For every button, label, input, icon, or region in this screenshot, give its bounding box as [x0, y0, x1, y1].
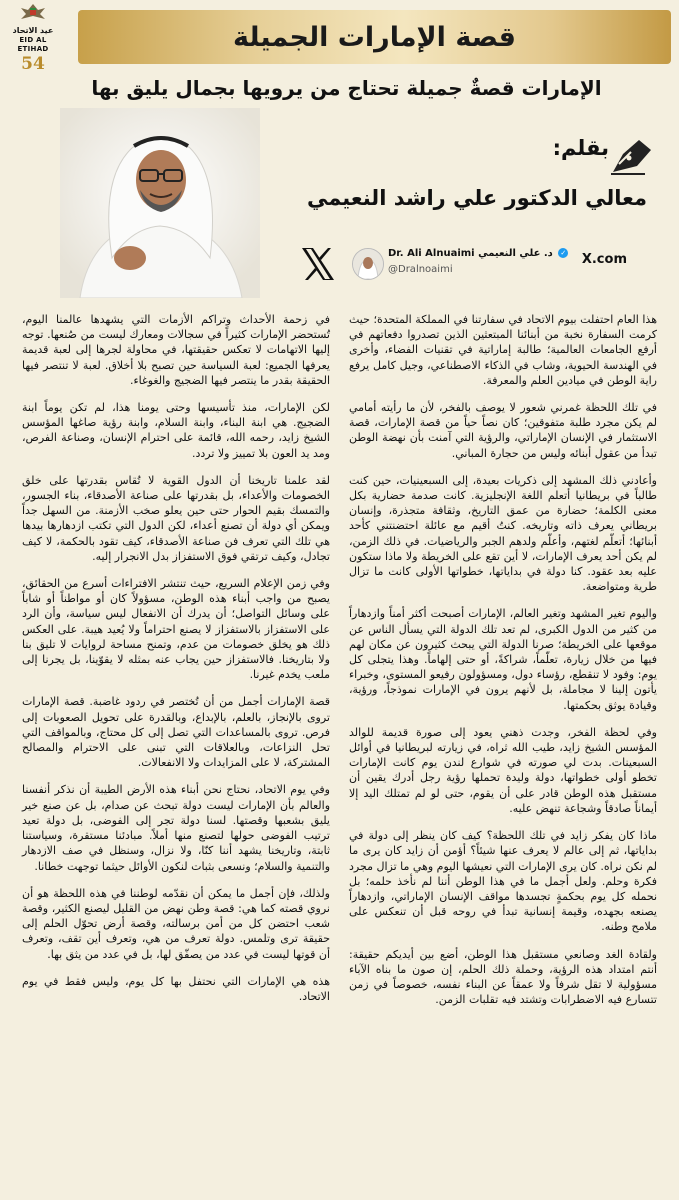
paragraph: ولذلك، فإن أجمل ما يمكن أن نقدّمه لوطننا في هذه اللحظة هو أن نروي قصته كما هي: قصة وطن نهض من القليل ليصنع الكثير، وقصة شعب احتضن كل من أمن برسالته، وقصة أرض تحوّل الحلم إلى حقيقة ترى وتلمس. دولة تعرف من هي، وتعرف أين تقف، وتعرف أن قوتها ليست في عدد من يصفّق لها، بل في عدد من يثق بها.	[22, 886, 330, 961]
paragraph: وفي لحظة الفخر، وجدت ذهني يعود إلى صورة قديمة للوالد المؤسس الشيخ زايد، طيب الله ثراه، في زيارته لبريطانيا في أوائل السبعينات. بدت لي صورته في شوارع لندن يوم كانت الإمارات تخطو أولى خطواتها، دولة وليدة تحملها رؤية رجل أدرك يقين أن مستقبل هذه الوطن قادر على أن يقوم، حتى لو لم تمتلك اليد إلا أيماناً صادقاً وشجاعة تنهض عليه.	[349, 725, 657, 815]
paragraph: هذه هي الإمارات التي نحتفل بها كل يوم، وليس فقط في يوم الاتحاد.	[22, 974, 330, 1003]
social-row	[0, 244, 679, 284]
paragraph: في تلك اللحظة غمرني شعور لا يوصف بالفخر، لأن ما رأيته أمامي لم يكن مجرد طلبة متفوقين؛ كان نصاً حياً من قصة الإمارات، قصة الاستثمار في الإنسان الإماراتي، والرؤية التي آمنت بأن نهضة الوطن تبدأ من عقول أبنائه وليس من حجارة المباني.	[349, 401, 657, 460]
uae-emblem-icon	[18, 2, 48, 22]
byline-label: بقلم:	[552, 136, 609, 160]
article-column-right	[349, 312, 657, 1019]
paragraph: في زحمة الأحداث وتراكم الأزمات التي يشهدها عالمنا اليوم، تُستحضر الإمارات كثيراً في سجالات ومعارك ليست من صُنعها. توجه إليها الاتهامات لا تعكس حقيقتها، في محاولة لجرها إلى لعبة قديمة يعرفها الجميع: لعبة السياسة حين تصبح بلا أخلاق. لعبة لا تنتصر فيها الحقيقة بقدر ما ينتصر فيها الضجيج والغوغاء.	[22, 313, 330, 387]
paragraph: لقد علمنا تاريخنا أن الدول القوية لا تُقاس بقدرتها على خلق الخصومات والأعداء، بل بقدرتها على صناعة الأصدقاء، بناء الجسور، والتمسك بقيم الحوار حتى حين يعلو صخب الأزمنة. من السهل جداً ويمكن أي دولة أن تصنع أعداء، لكن الدول التي تكتب ازدهارها بيدها هي تلك التي تعرف فن صناعة الأصدقاء، كيف تقود بالحكمة، لا كيف تجادل، وكيف ترتقي فوق الاستفزاز بدل الانجرار إليه.	[22, 473, 330, 563]
x-profile-card[interactable]	[352, 246, 567, 282]
avatar	[352, 248, 384, 280]
paragraph: ماذا كان يفكر زايد في تلك اللحظة؟ كيف كان ينظر إلى دولة في بداياتها، ثم إلى عالم لا يعرف عنها شيئاً؟ أؤمن أن زايد كان يرى ما لم نكن نراه. كان يرى الإمارات التي نعيشها اليوم وهي ما تزال مجرد فكرة وحلم. ولعل أجمل ما في هذا الوطن أننا لم نأخذ حلمه؛ بل نحمله كل يوم بحكمةٍ تجسدها مواقف الإنسان الإماراتي، وازدهاراً يصنعه بجهده، وقيمة إنسانية تبدأ في روحه قبل أن تنعكس على ملامح وطنه.	[349, 829, 657, 934]
author-name: معالي الدكتور علي راشد النعيمي	[306, 186, 647, 210]
logo-english-text: EID AL ETIHAD	[17, 36, 49, 53]
logo-number: 54	[21, 54, 45, 74]
article-headline: الإمارات قصةٌ جميلة تحتاج من يرويها بجمال يليق بها	[91, 76, 602, 100]
banner-title: قصة الإمارات الجميلة	[233, 21, 516, 53]
paragraph: ولقادة الغد وصانعي مستقبل هذا الوطن، أضع بين أيديكم حقيقة: أنتم امتداد هذه الرؤية، وحملة ذلك الحلم، إن صون ما بناه الآباء مسؤولية لا تقل شرفاً ولا عمقاً عن البناء نفسه، خصوصاً في زمن تتسارع فيه الاضطرابات وتشتد فيه تقلبات الزمن.	[349, 947, 657, 1007]
profile-name	[388, 248, 570, 259]
profile-handle: @Dralnoaimi	[388, 264, 453, 275]
paragraph: وفي يوم الاتحاد، نحتاج نحن أبناء هذه الأرض الطيبة أن نذكر أنفسنا والعالم بأن الإمارات ليست دولة تبحث عن صدام، بل عن صنع خير يليق بشعبها وقصتها. لسنا دولة تجر إلى الفوضى، بل دولة تعيد ترتيب الفوضى حولها لتصنع منها أملاً. مبادئنا مستقرة، وسياستنا ثابتة، وتاريخنا يشهد أننا كنّا، ولا نزال، وسنظل في صف الازدهار والتنمية والسلام؛ ونسعى بثبات لنكون الأوائل حيثما توجهت خطانا.	[22, 783, 330, 873]
paragraph: قصة الإمارات أجمل من أن تُختصر في ردود غاضبة. قصة الإمارات تروى بالإنجاز، بالعلم، بالإبداع، وبالقدرة على تحويل الصعوبات إلى فرص. تروى بالمساعدات التي تصل إلى كل محتاج، وبالمواقف التي تحل النزاعات، وبالعلاقات التي تبنى على الاحترام والمصالح المشتركة، لا على المزايدات ولا الانفعالات.	[22, 695, 330, 770]
paragraph: لكن الإمارات، منذ تأسيسها وحتى يومنا هذا، لم تكن يوماً ابنة الضجيج. هي ابنة البناء، وابنة السلام، وابنة رؤية صاغها المؤسس الشيخ زايد، رحمه الله، قائمة على احترام الإنسان، وصناعة الفرص، ومد يد العون بلا تمييز ولا تردد.	[22, 401, 330, 460]
x-logo-icon[interactable]	[298, 244, 338, 284]
paragraph: وفي زمن الإعلام السريع، حيث تنتشر الافتراءات أسرع من الحقائق، يصبح من واجب أبناء هذه الوطن، مسؤولاً كان أو مواطناً أو شاباً على وسائل التواصل؛ أن يدرك أن الانفعال ليس سياسة، وأن الرد على الاستفزاز بالاستفزاز لا يصنع احتراماً ولا يُعيد هيبة. على العكس ذلك هو يخلق خصومات من عدم، وتمنح مساحة لروايات لا تليق بنا ولا بتاريخنا. فالاستفزاز حين يجاب عنه بمثله لا يقوّينا، بل يجرنا إلى ملعب يخدم غيرنا.	[22, 577, 330, 682]
logo-arabic-text: عيد الاتحاد	[12, 26, 54, 35]
paragraph: هذا العام احتفلت بيوم الاتحاد في سفارتنا في المملكة المتحدة؛ حيث كرمت السفارة نخبة من أبنائنا المبتعثين الذين تصدروا دفعاتهم في أرفع الجامعات العالمية؛ طالبة إماراتية في تقنيات الفضاء، وأخرى في الهندسة الحيوية، وشاب في الذكاء الاصطناعي، وجيل كامل يرفع راية الوطن في ميادين العلم والمعرفة.	[349, 313, 657, 387]
title-banner	[78, 10, 671, 64]
x-site-label[interactable]: X.com	[581, 252, 627, 267]
paragraph: وأعادني ذلك المشهد إلى ذكريات بعيدة، إلى السبعينيات، حين كنت طالباً في بريطانيا أتعلم اللغة الإنجليزية. كانت صدمة حضارية بكل معنى الكلمة؛ حضارة من عمق التاريخ، وثقافة متجذرة، وإنسان بريطاني يعرف ذاته وتاريخه. كنتُ أقيم مع عائلة احتضنتني كأحد أبنائها؛ أتعلّم لغتهم، وأعلّم ولدهم الجبر والرياضيات. في ذلك الزمن، لم يكن أحد يعرف الإمارات، لا أين تقع على الخريطة ولا ماذا ستكون عليه بعد عقود. كنا دولة في بداياتها، خطواتها الأولى كانت ما تزال طرية ومتواضعة.	[349, 473, 657, 594]
verified-icon: ✓	[558, 248, 568, 258]
pen-icon	[609, 136, 655, 176]
paragraph: واليوم تغير المشهد وتغير العالم، الإمارات أصبحت أكثر أمناً وازدهاراً من كثير من الدول الكبرى، لم تعد تلك الدولة التي يسأل الناس عن موقعها على الخريطة؛ صرنا الدولة التي يبحث كثيرون عن مكان لهم فيها من خلال زيارة، تعلّماً، شراكةً، أو حتى إلهاماً. وهذا يتجلى كل يوم: وفود لا تنقطع، رؤساء دول، ومسؤولون رفيعو المستوى، وخبراء يأتون إلينا لا مجاملة، بل لأنهم يرون في الإمارات نموذجاً، ورؤية، وقيادة يوثق بحكمتها.	[349, 607, 657, 712]
eid-al-etihad-logo	[6, 2, 60, 74]
article-column-left	[22, 312, 330, 1016]
profile-name-text: Dr. Ali Alnuaimi د. علي النعيمي	[388, 248, 553, 259]
